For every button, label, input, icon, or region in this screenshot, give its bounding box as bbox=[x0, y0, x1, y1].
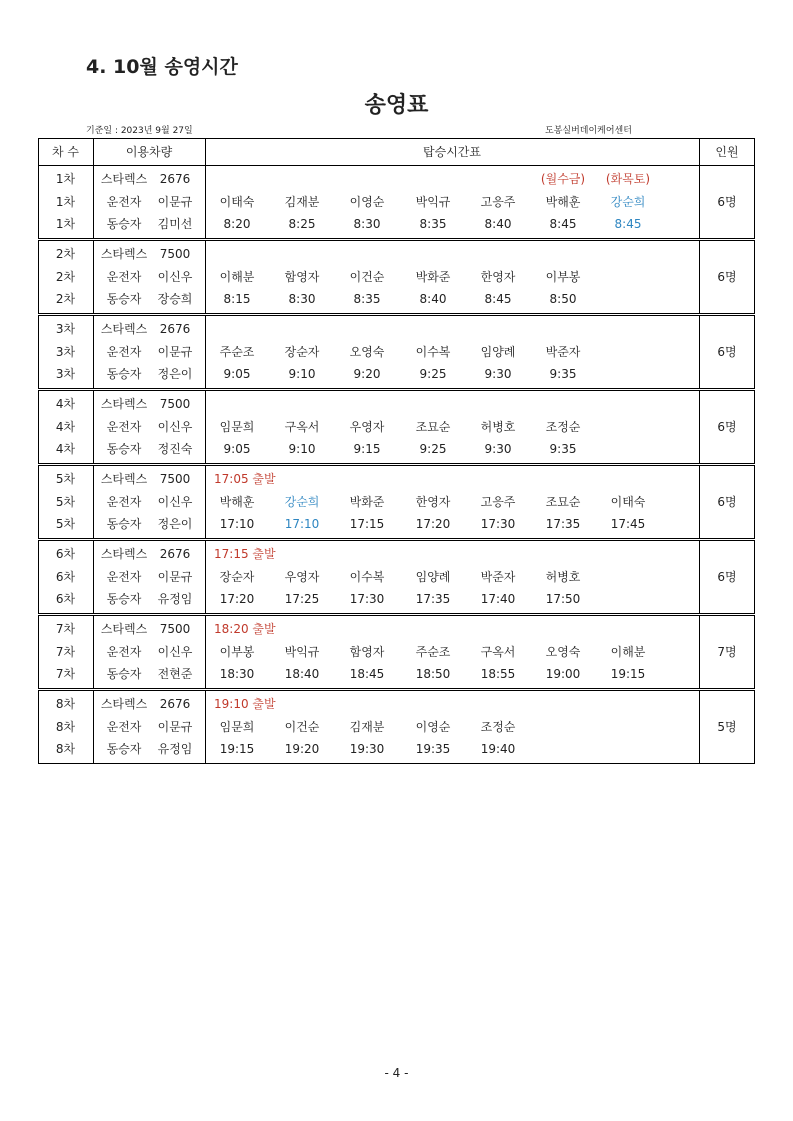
pickup-time: 17:20 bbox=[219, 592, 255, 606]
pickup-time: 8:30 bbox=[353, 217, 381, 231]
vehicle-name: 스타렉스 bbox=[100, 322, 148, 336]
vehicle-row bbox=[38, 468, 755, 490]
trip-number: 6차 bbox=[55, 570, 76, 584]
passenger-name: 임문희 bbox=[219, 720, 255, 734]
vehicle-row bbox=[38, 693, 755, 715]
driver-row bbox=[38, 641, 755, 663]
passenger-name: 박해훈 bbox=[545, 195, 581, 209]
passenger-name: 조정순 bbox=[480, 720, 516, 734]
pickup-time: 9:25 bbox=[419, 367, 447, 381]
driver-row bbox=[38, 716, 755, 738]
pickup-time: 9:15 bbox=[353, 442, 381, 456]
pickup-time: 19:15 bbox=[219, 742, 255, 756]
vehicle-number: 7500 bbox=[159, 622, 191, 636]
vehicle-number: 2676 bbox=[159, 547, 191, 561]
driver-label: 운전자 bbox=[106, 195, 142, 209]
driver-label: 운전자 bbox=[106, 495, 142, 509]
passenger-name: 주순조 bbox=[219, 345, 255, 359]
trip-number: 6차 bbox=[55, 547, 76, 561]
passenger-name: 박화준 bbox=[415, 270, 451, 284]
trip-number: 3차 bbox=[55, 345, 76, 359]
pickup-time: 19:30 bbox=[349, 742, 385, 756]
companion-row bbox=[38, 213, 755, 235]
reference-date: 기준일 : 2023년 9월 27일 bbox=[86, 126, 193, 136]
driver-name: 이문규 bbox=[157, 720, 193, 734]
passenger-name: 박준자 bbox=[545, 345, 581, 359]
passenger-name: 조정순 bbox=[545, 420, 581, 434]
passenger-name: 이수복 bbox=[415, 345, 451, 359]
companion-name: 전현준 bbox=[157, 667, 193, 681]
passenger-count: 6명 bbox=[717, 270, 737, 284]
driver-name: 이문규 bbox=[157, 570, 193, 584]
passenger-name: 우영자 bbox=[284, 570, 320, 584]
passenger-name: 조묘순 bbox=[415, 420, 451, 434]
passenger-name: 임양례 bbox=[480, 345, 516, 359]
driver-name: 이신우 bbox=[157, 420, 193, 434]
pickup-time: 8:50 bbox=[549, 292, 577, 306]
trip-number: 4차 bbox=[55, 397, 76, 411]
passenger-name: 이건순 bbox=[349, 270, 385, 284]
table-header bbox=[38, 138, 755, 166]
pickup-time: 8:30 bbox=[288, 292, 316, 306]
passenger-name: 이영순 bbox=[349, 195, 385, 209]
vehicle-number: 2676 bbox=[159, 322, 191, 336]
pickup-time: 8:45 bbox=[549, 217, 577, 231]
vehicle-row bbox=[38, 543, 755, 565]
driver-label: 운전자 bbox=[106, 570, 142, 584]
passenger-name: 장순자 bbox=[219, 570, 255, 584]
trip-block bbox=[38, 391, 755, 466]
companion-name: 정은이 bbox=[157, 367, 193, 381]
pickup-time: 17:35 bbox=[415, 592, 451, 606]
pickup-time: 19:15 bbox=[610, 667, 646, 681]
trip-number: 4차 bbox=[55, 420, 76, 434]
companion-label: 동승자 bbox=[106, 667, 142, 681]
vehicle-number: 2676 bbox=[159, 697, 191, 711]
companion-label: 동승자 bbox=[106, 442, 142, 456]
companion-name: 유정임 bbox=[157, 742, 193, 756]
departure-time: 18:20 출발 bbox=[214, 622, 276, 636]
passenger-name: 이건순 bbox=[284, 720, 320, 734]
vehicle-name: 스타렉스 bbox=[100, 622, 148, 636]
companion-row bbox=[38, 363, 755, 385]
driver-row bbox=[38, 416, 755, 438]
pickup-time: 19:20 bbox=[284, 742, 320, 756]
pickup-time: 17:15 bbox=[349, 517, 385, 531]
passenger-count: 6명 bbox=[717, 570, 737, 584]
day-note: (월수금) bbox=[540, 172, 586, 186]
vehicle-row bbox=[38, 393, 755, 415]
pickup-time: 17:10 bbox=[284, 517, 320, 531]
passenger-name: 함영자 bbox=[349, 645, 385, 659]
trip-number: 5차 bbox=[55, 517, 76, 531]
driver-label: 운전자 bbox=[106, 420, 142, 434]
trip-block bbox=[38, 616, 755, 691]
vehicle-number: 7500 bbox=[159, 247, 191, 261]
pickup-time: 8:40 bbox=[484, 217, 512, 231]
trip-number: 1차 bbox=[55, 195, 76, 209]
pickup-time: 18:45 bbox=[349, 667, 385, 681]
pickup-time: 18:55 bbox=[480, 667, 516, 681]
passenger-name: 이부봉 bbox=[545, 270, 581, 284]
pickup-time: 8:35 bbox=[353, 292, 381, 306]
passenger-name: 허병호 bbox=[480, 420, 516, 434]
pickup-time: 9:20 bbox=[353, 367, 381, 381]
trip-blocks bbox=[38, 166, 755, 764]
pickup-time: 9:10 bbox=[288, 442, 316, 456]
pickup-time: 17:30 bbox=[480, 517, 516, 531]
header-vehicle: 이용차량 bbox=[125, 145, 173, 159]
passenger-name: 우영자 bbox=[349, 420, 385, 434]
passenger-count: 5명 bbox=[717, 720, 737, 734]
trip-number: 5차 bbox=[55, 495, 76, 509]
vehicle-number: 2676 bbox=[159, 172, 191, 186]
pickup-time: 8:25 bbox=[288, 217, 316, 231]
vehicle-name: 스타렉스 bbox=[100, 172, 148, 186]
header-trip: 차 수 bbox=[52, 145, 79, 159]
trip-number: 8차 bbox=[55, 720, 76, 734]
vehicle-row bbox=[38, 618, 755, 640]
pickup-time: 8:35 bbox=[419, 217, 447, 231]
trip-block bbox=[38, 691, 755, 764]
passenger-name: 이태숙 bbox=[219, 195, 255, 209]
center-name: 도봉실버데이케어센터 bbox=[545, 126, 632, 136]
pickup-time: 19:40 bbox=[480, 742, 516, 756]
passenger-name: 주순조 bbox=[415, 645, 451, 659]
companion-label: 동승자 bbox=[106, 217, 142, 231]
driver-name: 이신우 bbox=[157, 645, 193, 659]
trip-block bbox=[38, 466, 755, 541]
pickup-time: 17:50 bbox=[545, 592, 581, 606]
companion-row bbox=[38, 738, 755, 760]
driver-row bbox=[38, 266, 755, 288]
pickup-time: 17:35 bbox=[545, 517, 581, 531]
companion-row bbox=[38, 663, 755, 685]
driver-name: 이신우 bbox=[157, 495, 193, 509]
day-note: (화목토) bbox=[605, 172, 651, 186]
companion-name: 유정임 bbox=[157, 592, 193, 606]
passenger-name: 박익규 bbox=[415, 195, 451, 209]
passenger-name: 한영자 bbox=[415, 495, 451, 509]
pickup-time: 17:20 bbox=[415, 517, 451, 531]
trip-number: 7차 bbox=[55, 667, 76, 681]
passenger-name: 함영자 bbox=[284, 270, 320, 284]
companion-row bbox=[38, 588, 755, 610]
companion-row bbox=[38, 438, 755, 460]
trip-number: 5차 bbox=[55, 472, 76, 486]
pickup-time: 9:35 bbox=[549, 442, 577, 456]
passenger-name: 허병호 bbox=[545, 570, 581, 584]
trip-number: 7차 bbox=[55, 645, 76, 659]
companion-name: 정은이 bbox=[157, 517, 193, 531]
trip-number: 3차 bbox=[55, 367, 76, 381]
companion-label: 동승자 bbox=[106, 367, 142, 381]
companion-name: 김미선 bbox=[157, 217, 193, 231]
pickup-time: 9:30 bbox=[484, 442, 512, 456]
companion-label: 동승자 bbox=[106, 517, 142, 531]
pickup-time: 8:40 bbox=[419, 292, 447, 306]
passenger-name: 이해분 bbox=[219, 270, 255, 284]
passenger-name: 이영순 bbox=[415, 720, 451, 734]
pickup-time: 17:10 bbox=[219, 517, 255, 531]
driver-name: 이문규 bbox=[157, 345, 193, 359]
driver-row bbox=[38, 341, 755, 363]
pickup-time: 18:40 bbox=[284, 667, 320, 681]
driver-row bbox=[38, 566, 755, 588]
pickup-time: 8:15 bbox=[223, 292, 251, 306]
passenger-name: 고응주 bbox=[480, 195, 516, 209]
pickup-time: 18:30 bbox=[219, 667, 255, 681]
passenger-name: 이수복 bbox=[349, 570, 385, 584]
pickup-time: 19:00 bbox=[545, 667, 581, 681]
trip-block bbox=[38, 166, 755, 241]
section-title: 4. 10월 송영시간 bbox=[86, 56, 238, 78]
passenger-name: 강순희 bbox=[284, 495, 320, 509]
passenger-name: 박해훈 bbox=[219, 495, 255, 509]
passenger-name: 오영숙 bbox=[349, 345, 385, 359]
passenger-name: 박준자 bbox=[480, 570, 516, 584]
passenger-name: 장순자 bbox=[284, 345, 320, 359]
companion-row bbox=[38, 513, 755, 535]
driver-name: 이신우 bbox=[157, 270, 193, 284]
pickup-time: 8:45 bbox=[614, 217, 642, 231]
driver-label: 운전자 bbox=[106, 645, 142, 659]
pickup-time: 9:25 bbox=[419, 442, 447, 456]
passenger-name: 강순희 bbox=[610, 195, 646, 209]
pickup-time: 17:45 bbox=[610, 517, 646, 531]
passenger-count: 6명 bbox=[717, 420, 737, 434]
companion-label: 동승자 bbox=[106, 742, 142, 756]
companion-label: 동승자 bbox=[106, 592, 142, 606]
pickup-time: 17:40 bbox=[480, 592, 516, 606]
passenger-count: 6명 bbox=[717, 195, 737, 209]
pickup-time: 9:05 bbox=[223, 442, 251, 456]
driver-name: 이문규 bbox=[157, 195, 193, 209]
vehicle-row bbox=[38, 243, 755, 265]
passenger-name: 박화준 bbox=[349, 495, 385, 509]
passenger-name: 고응주 bbox=[480, 495, 516, 509]
passenger-name: 오영숙 bbox=[545, 645, 581, 659]
trip-number: 1차 bbox=[55, 217, 76, 231]
passenger-name: 구옥서 bbox=[480, 645, 516, 659]
departure-time: 19:10 출발 bbox=[214, 697, 276, 711]
companion-name: 장승희 bbox=[157, 292, 193, 306]
passenger-name: 임문희 bbox=[219, 420, 255, 434]
pickup-time: 18:50 bbox=[415, 667, 451, 681]
passenger-name: 한영자 bbox=[480, 270, 516, 284]
trip-number: 7차 bbox=[55, 622, 76, 636]
pickup-time: 8:45 bbox=[484, 292, 512, 306]
vehicle-name: 스타렉스 bbox=[100, 547, 148, 561]
passenger-count: 6명 bbox=[717, 345, 737, 359]
passenger-name: 박익규 bbox=[284, 645, 320, 659]
vehicle-row bbox=[38, 168, 755, 190]
companion-label: 동승자 bbox=[106, 292, 142, 306]
driver-label: 운전자 bbox=[106, 345, 142, 359]
vehicle-number: 7500 bbox=[159, 397, 191, 411]
trip-number: 2차 bbox=[55, 247, 76, 261]
pickup-time: 19:35 bbox=[415, 742, 451, 756]
trip-number: 4차 bbox=[55, 442, 76, 456]
trip-number: 2차 bbox=[55, 270, 76, 284]
shuttle-schedule-table bbox=[38, 138, 755, 764]
pickup-time: 9:30 bbox=[484, 367, 512, 381]
pickup-time: 17:25 bbox=[284, 592, 320, 606]
trip-number: 8차 bbox=[55, 742, 76, 756]
vehicle-number: 7500 bbox=[159, 472, 191, 486]
vehicle-name: 스타렉스 bbox=[100, 397, 148, 411]
companion-name: 정진숙 bbox=[157, 442, 193, 456]
pickup-time: 9:05 bbox=[223, 367, 251, 381]
driver-row bbox=[38, 191, 755, 213]
document-title: 송영표 bbox=[364, 93, 429, 118]
companion-row bbox=[38, 288, 755, 310]
driver-row bbox=[38, 491, 755, 513]
passenger-name: 조묘순 bbox=[545, 495, 581, 509]
pickup-time: 17:30 bbox=[349, 592, 385, 606]
trip-block bbox=[38, 316, 755, 391]
vehicle-name: 스타렉스 bbox=[100, 247, 148, 261]
vehicle-name: 스타렉스 bbox=[100, 472, 148, 486]
pickup-time: 9:35 bbox=[549, 367, 577, 381]
passenger-name: 구옥서 bbox=[284, 420, 320, 434]
passenger-name: 이해분 bbox=[610, 645, 646, 659]
vehicle-row bbox=[38, 318, 755, 340]
page-number: - 4 - bbox=[384, 1066, 409, 1080]
vehicle-name: 스타렉스 bbox=[100, 697, 148, 711]
departure-time: 17:05 출발 bbox=[214, 472, 276, 486]
pickup-time: 9:10 bbox=[288, 367, 316, 381]
passenger-name: 이부봉 bbox=[219, 645, 255, 659]
passenger-name: 김재분 bbox=[284, 195, 320, 209]
trip-number: 6차 bbox=[55, 592, 76, 606]
header-timetable: 탑승시간표 bbox=[423, 145, 481, 159]
trip-number: 1차 bbox=[55, 172, 76, 186]
pickup-time: 8:20 bbox=[223, 217, 251, 231]
passenger-name: 이태숙 bbox=[610, 495, 646, 509]
departure-time: 17:15 출발 bbox=[214, 547, 276, 561]
trip-number: 3차 bbox=[55, 322, 76, 336]
passenger-name: 임양례 bbox=[415, 570, 451, 584]
trip-block bbox=[38, 241, 755, 316]
driver-label: 운전자 bbox=[106, 270, 142, 284]
passenger-count: 7명 bbox=[717, 645, 737, 659]
passenger-name: 김재분 bbox=[349, 720, 385, 734]
passenger-count: 6명 bbox=[717, 495, 737, 509]
header-count: 인원 bbox=[715, 145, 739, 159]
trip-block bbox=[38, 541, 755, 616]
trip-number: 8차 bbox=[55, 697, 76, 711]
driver-label: 운전자 bbox=[106, 720, 142, 734]
trip-number: 2차 bbox=[55, 292, 76, 306]
